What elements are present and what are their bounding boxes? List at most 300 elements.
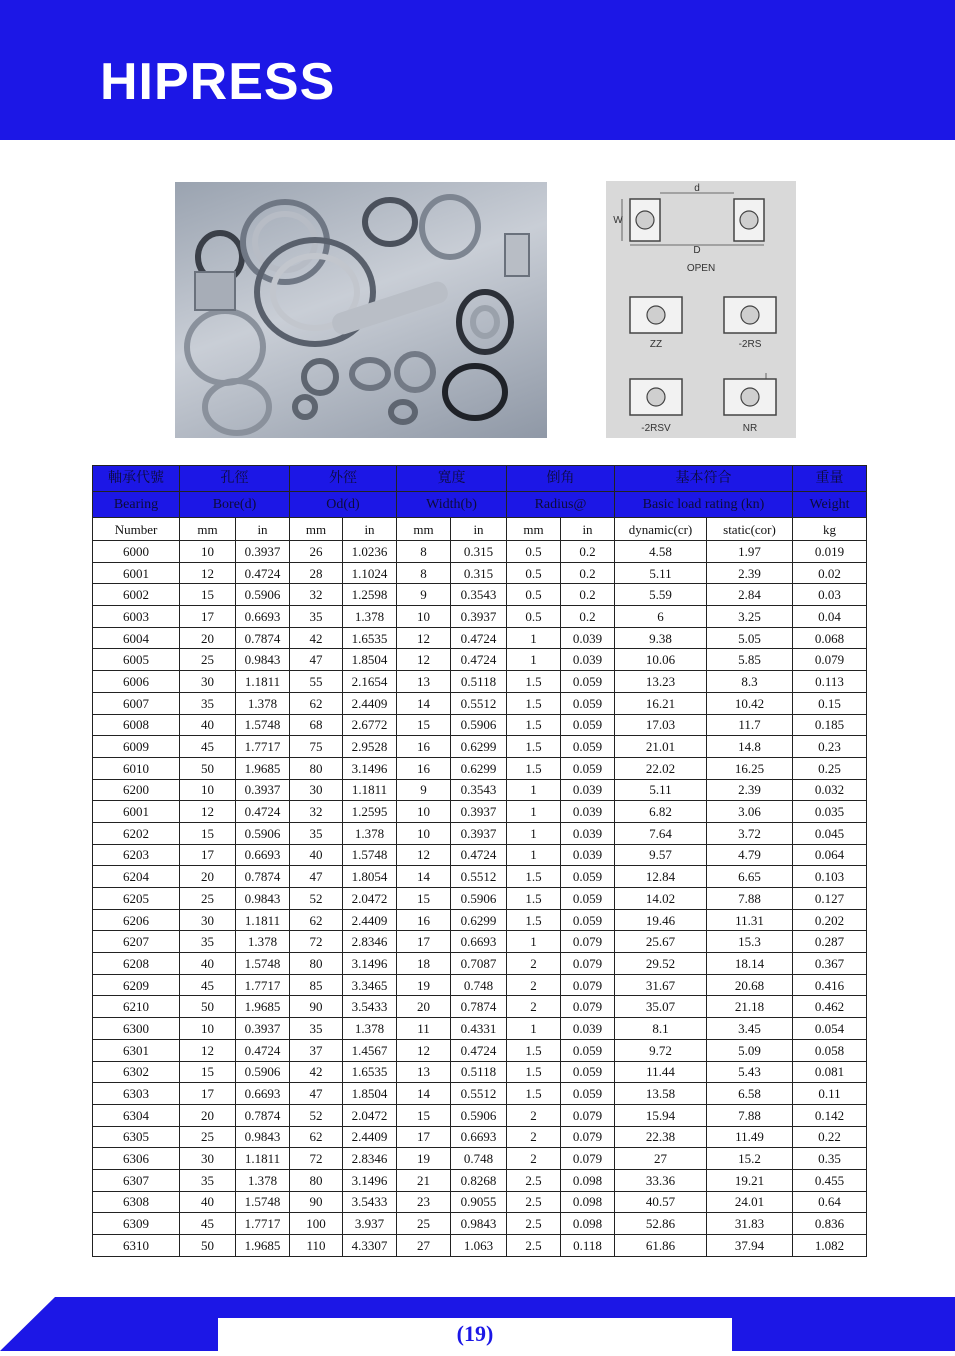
table-cell: 0.416 <box>793 974 867 996</box>
table-cell: 0.5906 <box>451 888 507 910</box>
table-cell: 5.85 <box>707 649 793 671</box>
table-cell: 17 <box>397 1126 451 1148</box>
table-cell: 0.142 <box>793 1104 867 1126</box>
table-cell: 7.88 <box>707 1104 793 1126</box>
table-cell: 2 <box>507 974 561 996</box>
table-cell: 1 <box>507 844 561 866</box>
table-cell: 1 <box>507 779 561 801</box>
table-cell: 0.22 <box>793 1126 867 1148</box>
table-row <box>93 1126 867 1148</box>
table-cell: 0.058 <box>793 1039 867 1061</box>
table-cell: 0.5906 <box>451 714 507 736</box>
table-cell: 3.1496 <box>343 1169 397 1191</box>
table-cell: 12.84 <box>615 866 707 888</box>
table-cell: 1.5 <box>507 1039 561 1061</box>
bearing-number-cell: 6200 <box>93 779 180 801</box>
table-row <box>93 1169 867 1191</box>
table-cell: 0.4724 <box>451 1039 507 1061</box>
header-cn-load: 基本符合 <box>615 466 793 492</box>
table-cell: 0.059 <box>561 888 615 910</box>
table-cell: 20.68 <box>707 974 793 996</box>
table-cell: 1.063 <box>451 1235 507 1257</box>
bearing-number-cell: 6306 <box>93 1148 180 1170</box>
table-cell: 0.6299 <box>451 757 507 779</box>
table-cell: 2.8346 <box>343 1148 397 1170</box>
table-cell: 0.3937 <box>236 779 290 801</box>
table-cell: 1.2598 <box>343 584 397 606</box>
table-cell: 12 <box>180 1039 236 1061</box>
table-cell: 0.035 <box>793 801 867 823</box>
table-cell: 0.2 <box>561 562 615 584</box>
table-cell: 15 <box>180 584 236 606</box>
table-cell: 20 <box>397 996 451 1018</box>
table-cell: 2 <box>507 996 561 1018</box>
table-cell: 35 <box>290 1018 343 1040</box>
bearing-number-cell: 6008 <box>93 714 180 736</box>
header-en-radius: Radius@ <box>507 492 615 518</box>
table-cell: 1.7717 <box>236 974 290 996</box>
table-cell: 15.94 <box>615 1104 707 1126</box>
table-cell: 25 <box>397 1213 451 1235</box>
table-cell: 1.8504 <box>343 649 397 671</box>
table-cell: 8 <box>397 562 451 584</box>
table-cell: 0.059 <box>561 909 615 931</box>
table-cell: 0.3543 <box>451 779 507 801</box>
diagram-label-nr: NR <box>742 423 758 434</box>
table-cell: 5.11 <box>615 562 707 584</box>
table-cell: 2.4409 <box>343 909 397 931</box>
table-cell: 0.054 <box>793 1018 867 1040</box>
table-row <box>93 866 867 888</box>
table-cell: 0.059 <box>561 1061 615 1083</box>
table-cell: 0.079 <box>561 1126 615 1148</box>
table-cell: 0.3937 <box>451 801 507 823</box>
table-cell: 0.6693 <box>451 1126 507 1148</box>
table-cell: 10 <box>180 1018 236 1040</box>
table-cell: 5.05 <box>707 627 793 649</box>
table-cell: 15 <box>180 822 236 844</box>
table-cell: 20 <box>180 866 236 888</box>
header-row-en <box>93 492 867 518</box>
table-cell: 85 <box>290 974 343 996</box>
table-cell: 0.019 <box>793 541 867 563</box>
table-cell: 19.46 <box>615 909 707 931</box>
table-row <box>93 888 867 910</box>
table-cell: 35 <box>180 931 236 953</box>
table-cell: 0.7874 <box>236 866 290 888</box>
table-cell: 0.118 <box>561 1235 615 1257</box>
table-cell: 9.72 <box>615 1039 707 1061</box>
unit-cell: mm <box>180 518 236 541</box>
unit-cell: dynamic(cr) <box>615 518 707 541</box>
table-cell: 0.3937 <box>451 606 507 628</box>
diagram-label-2rs: -2RS <box>738 339 762 350</box>
table-cell: 35 <box>180 692 236 714</box>
table-cell: 0.3937 <box>236 541 290 563</box>
table-cell: 35.07 <box>615 996 707 1018</box>
table-row <box>93 974 867 996</box>
table-cell: 9 <box>397 779 451 801</box>
table-cell: 14 <box>397 692 451 714</box>
table-row <box>93 822 867 844</box>
table-cell: 45 <box>180 1213 236 1235</box>
table-cell: 19.21 <box>707 1169 793 1191</box>
unit-cell: in <box>451 518 507 541</box>
bearing-number-cell: 6006 <box>93 671 180 693</box>
table-cell: 1.9685 <box>236 757 290 779</box>
table-cell: 25 <box>180 888 236 910</box>
table-cell: 20 <box>180 627 236 649</box>
table-cell: 0.2 <box>561 541 615 563</box>
table-cell: 62 <box>290 909 343 931</box>
table-cell: 50 <box>180 996 236 1018</box>
table-cell: 11.31 <box>707 909 793 931</box>
table-row <box>93 671 867 693</box>
table-cell: 8 <box>397 541 451 563</box>
bearing-number-cell: 6000 <box>93 541 180 563</box>
table-row <box>93 1104 867 1126</box>
table-cell: 1.5 <box>507 757 561 779</box>
table-cell: 50 <box>180 1235 236 1257</box>
table-cell: 23 <box>397 1191 451 1213</box>
table-cell: 72 <box>290 1148 343 1170</box>
table-cell: 0.064 <box>793 844 867 866</box>
table-cell: 1.5 <box>507 866 561 888</box>
bearing-number-cell: 6308 <box>93 1191 180 1213</box>
bearing-number-cell: 6005 <box>93 649 180 671</box>
table-cell: 1.5 <box>507 692 561 714</box>
table-cell: 10 <box>397 606 451 628</box>
table-cell: 26 <box>290 541 343 563</box>
table-cell: 0.098 <box>561 1191 615 1213</box>
table-cell: 0.11 <box>793 1083 867 1105</box>
table-cell: 0.059 <box>561 1039 615 1061</box>
table-cell: 1 <box>507 1018 561 1040</box>
table-cell: 21.01 <box>615 736 707 758</box>
bearing-number-cell: 6001 <box>93 562 180 584</box>
table-cell: 0.059 <box>561 714 615 736</box>
table-row <box>93 1148 867 1170</box>
table-cell: 0.079 <box>793 649 867 671</box>
page-number: (19) <box>456 1321 494 1346</box>
table-cell: 0.079 <box>561 1104 615 1126</box>
header-en-width: Width(b) <box>397 492 507 518</box>
table-cell: 52.86 <box>615 1213 707 1235</box>
table-cell: 0.6693 <box>236 606 290 628</box>
table-cell: 0.3937 <box>236 1018 290 1040</box>
header-cn-bearing: 軸承代號 <box>93 466 180 492</box>
table-cell: 0.039 <box>561 822 615 844</box>
bearing-number-cell: 6303 <box>93 1083 180 1105</box>
table-cell: 0.039 <box>561 801 615 823</box>
table-cell: 0.367 <box>793 953 867 975</box>
table-row <box>93 584 867 606</box>
table-cell: 1.5 <box>507 714 561 736</box>
table-cell: 12 <box>180 562 236 584</box>
table-cell: 1.5748 <box>236 953 290 975</box>
bearing-number-cell: 6207 <box>93 931 180 953</box>
table-cell: 22.38 <box>615 1126 707 1148</box>
brand-title: HIPRESS <box>100 53 336 111</box>
diagram-label-open: OPEN <box>686 263 716 274</box>
table-cell: 12 <box>397 627 451 649</box>
table-cell: 0.5 <box>507 541 561 563</box>
bearing-number-cell: 6009 <box>93 736 180 758</box>
table-cell: 0.039 <box>561 627 615 649</box>
header-en-bore: Bore(d) <box>180 492 290 518</box>
table-cell: 12 <box>397 844 451 866</box>
table-cell: 4.3307 <box>343 1235 397 1257</box>
table-cell: 0.185 <box>793 714 867 736</box>
table-cell: 110 <box>290 1235 343 1257</box>
table-cell: 18.14 <box>707 953 793 975</box>
table-cell: 32 <box>290 584 343 606</box>
table-cell: 3.5433 <box>343 996 397 1018</box>
table-cell: 0.5118 <box>451 671 507 693</box>
table-cell: 47 <box>290 866 343 888</box>
table-cell: 0.315 <box>451 562 507 584</box>
table-cell: 35 <box>290 606 343 628</box>
table-cell: 1.5748 <box>236 714 290 736</box>
table-cell: 2.0472 <box>343 888 397 910</box>
table-cell: 61.86 <box>615 1235 707 1257</box>
table-cell: 1.0236 <box>343 541 397 563</box>
table-cell: 1.97 <box>707 541 793 563</box>
table-row <box>93 1018 867 1040</box>
table-cell: 6.82 <box>615 801 707 823</box>
table-cell: 0.64 <box>793 1191 867 1213</box>
table-cell: 1.4567 <box>343 1039 397 1061</box>
table-cell: 17 <box>180 1083 236 1105</box>
table-cell: 14.02 <box>615 888 707 910</box>
table-cell: 9 <box>397 584 451 606</box>
table-cell: 0.6693 <box>451 931 507 953</box>
header-en-bearing: Bearing <box>93 492 180 518</box>
table-cell: 0.079 <box>561 996 615 1018</box>
table-row <box>93 996 867 1018</box>
table-cell: 16.21 <box>615 692 707 714</box>
table-cell: 0.4724 <box>236 1039 290 1061</box>
table-cell: 0.9843 <box>236 1126 290 1148</box>
bearing-number-cell: 6003 <box>93 606 180 628</box>
table-cell: 2.84 <box>707 584 793 606</box>
table-cell: 45 <box>180 736 236 758</box>
table-cell: 25 <box>180 1126 236 1148</box>
table-cell: 13.23 <box>615 671 707 693</box>
table-cell: 90 <box>290 996 343 1018</box>
table-cell: 0.098 <box>561 1169 615 1191</box>
table-cell: 6 <box>615 606 707 628</box>
table-cell: 16 <box>397 909 451 931</box>
table-cell: 3.1496 <box>343 953 397 975</box>
table-cell: 0.748 <box>451 1148 507 1170</box>
diagram-label-zz: ZZ <box>649 339 663 350</box>
table-row <box>93 953 867 975</box>
table-cell: 0.5512 <box>451 1083 507 1105</box>
table-cell: 27 <box>615 1148 707 1170</box>
bearing-number-cell: 6210 <box>93 996 180 1018</box>
table-cell: 0.5906 <box>236 584 290 606</box>
header-cn-radius: 倒角 <box>507 466 615 492</box>
table-cell: 0.4724 <box>236 801 290 823</box>
table-cell: 3.25 <box>707 606 793 628</box>
table-cell: 1.5 <box>507 1061 561 1083</box>
table-cell: 1.378 <box>236 1169 290 1191</box>
table-row <box>93 1039 867 1061</box>
table-cell: 0.039 <box>561 1018 615 1040</box>
table-row <box>93 779 867 801</box>
bearing-seal-diagram <box>606 181 796 438</box>
table-cell: 3.3465 <box>343 974 397 996</box>
table-cell: 28 <box>290 562 343 584</box>
table-cell: 15.3 <box>707 931 793 953</box>
table-cell: 30 <box>290 779 343 801</box>
diagram-label-2rsv: -2RSV <box>641 423 671 434</box>
table-cell: 0.059 <box>561 692 615 714</box>
table-cell: 31.83 <box>707 1213 793 1235</box>
table-cell: 17 <box>180 844 236 866</box>
table-cell: 0.7874 <box>236 627 290 649</box>
table-cell: 10 <box>180 779 236 801</box>
table-cell: 0.103 <box>793 866 867 888</box>
table-cell: 1.1024 <box>343 562 397 584</box>
table-cell: 100 <box>290 1213 343 1235</box>
table-cell: 27 <box>397 1235 451 1257</box>
table-cell: 16.25 <box>707 757 793 779</box>
header-cn-bore: 孔徑 <box>180 466 290 492</box>
table-cell: 1.378 <box>343 606 397 628</box>
table-cell: 1.1811 <box>236 1148 290 1170</box>
spec-table-body <box>93 466 867 1257</box>
bearing-number-cell: 6206 <box>93 909 180 931</box>
table-cell: 0.202 <box>793 909 867 931</box>
table-cell: 21 <box>397 1169 451 1191</box>
table-cell: 0.455 <box>793 1169 867 1191</box>
table-cell: 17 <box>397 931 451 953</box>
table-cell: 15.2 <box>707 1148 793 1170</box>
table-cell: 0.5906 <box>236 822 290 844</box>
table-cell: 0.079 <box>561 953 615 975</box>
table-cell: 30 <box>180 671 236 693</box>
table-cell: 25 <box>180 649 236 671</box>
table-cell: 0.4724 <box>451 649 507 671</box>
table-cell: 0.3937 <box>451 822 507 844</box>
table-cell: 3.937 <box>343 1213 397 1235</box>
table-cell: 12 <box>397 1039 451 1061</box>
table-cell: 52 <box>290 888 343 910</box>
header-en-weight: Weight <box>793 492 867 518</box>
table-cell: 0.113 <box>793 671 867 693</box>
table-cell: 2.4409 <box>343 692 397 714</box>
table-cell: 3.72 <box>707 822 793 844</box>
table-cell: 6.58 <box>707 1083 793 1105</box>
table-cell: 12 <box>180 801 236 823</box>
table-cell: 2 <box>507 953 561 975</box>
table-cell: 1.378 <box>343 822 397 844</box>
table-row <box>93 844 867 866</box>
table-cell: 10 <box>397 801 451 823</box>
unit-cell: mm <box>397 518 451 541</box>
table-cell: 31.67 <box>615 974 707 996</box>
table-cell: 62 <box>290 692 343 714</box>
table-cell: 2.6772 <box>343 714 397 736</box>
table-cell: 1.7717 <box>236 736 290 758</box>
table-cell: 10.06 <box>615 649 707 671</box>
bearing-number-cell: 6205 <box>93 888 180 910</box>
table-cell: 1.2595 <box>343 801 397 823</box>
table-cell: 0.059 <box>561 866 615 888</box>
table-row <box>93 649 867 671</box>
table-cell: 5.11 <box>615 779 707 801</box>
table-cell: 16 <box>397 736 451 758</box>
table-cell: 14 <box>397 866 451 888</box>
diagram-label-big-d: D <box>693 245 701 256</box>
table-cell: 0.5 <box>507 584 561 606</box>
bearing-number-cell: 6209 <box>93 974 180 996</box>
table-cell: 8.3 <box>707 671 793 693</box>
table-cell: 13 <box>397 1061 451 1083</box>
table-cell: 1.5 <box>507 736 561 758</box>
table-cell: 0.4724 <box>451 844 507 866</box>
table-cell: 29.52 <box>615 953 707 975</box>
header-banner <box>0 0 955 140</box>
table-cell: 72 <box>290 931 343 953</box>
table-cell: 0.059 <box>561 1083 615 1105</box>
table-cell: 0.6299 <box>451 909 507 931</box>
table-cell: 17.03 <box>615 714 707 736</box>
table-cell: 12 <box>397 649 451 671</box>
table-cell: 1.082 <box>793 1235 867 1257</box>
table-row <box>93 1235 867 1257</box>
table-cell: 0.4331 <box>451 1018 507 1040</box>
table-cell: 0.9843 <box>236 888 290 910</box>
table-cell: 0.5906 <box>236 1061 290 1083</box>
table-cell: 0.5906 <box>451 1104 507 1126</box>
table-row <box>93 627 867 649</box>
table-cell: 2 <box>507 1126 561 1148</box>
table-cell: 1.9685 <box>236 1235 290 1257</box>
bearing-number-cell: 6304 <box>93 1104 180 1126</box>
table-cell: 2.5 <box>507 1235 561 1257</box>
table-cell: 47 <box>290 649 343 671</box>
table-cell: 11.49 <box>707 1126 793 1148</box>
table-cell: 0.6693 <box>236 1083 290 1105</box>
bearing-number-cell: 6310 <box>93 1235 180 1257</box>
unit-cell: mm <box>507 518 561 541</box>
table-cell: 0.287 <box>793 931 867 953</box>
table-cell: 17 <box>180 606 236 628</box>
table-cell: 5.59 <box>615 584 707 606</box>
table-cell: 15 <box>397 888 451 910</box>
table-cell: 1.378 <box>236 931 290 953</box>
table-cell: 2.5 <box>507 1213 561 1235</box>
table-cell: 1.378 <box>236 692 290 714</box>
table-cell: 42 <box>290 1061 343 1083</box>
table-cell: 20 <box>180 1104 236 1126</box>
table-cell: 0.9843 <box>236 649 290 671</box>
table-cell: 35 <box>290 822 343 844</box>
table-row <box>93 692 867 714</box>
table-cell: 1.6535 <box>343 627 397 649</box>
table-cell: 0.8268 <box>451 1169 507 1191</box>
table-row <box>93 1061 867 1083</box>
table-cell: 0.6693 <box>236 844 290 866</box>
table-cell: 3.45 <box>707 1018 793 1040</box>
table-row <box>93 801 867 823</box>
bearing-number-cell: 6305 <box>93 1126 180 1148</box>
table-row <box>93 736 867 758</box>
table-cell: 14.8 <box>707 736 793 758</box>
